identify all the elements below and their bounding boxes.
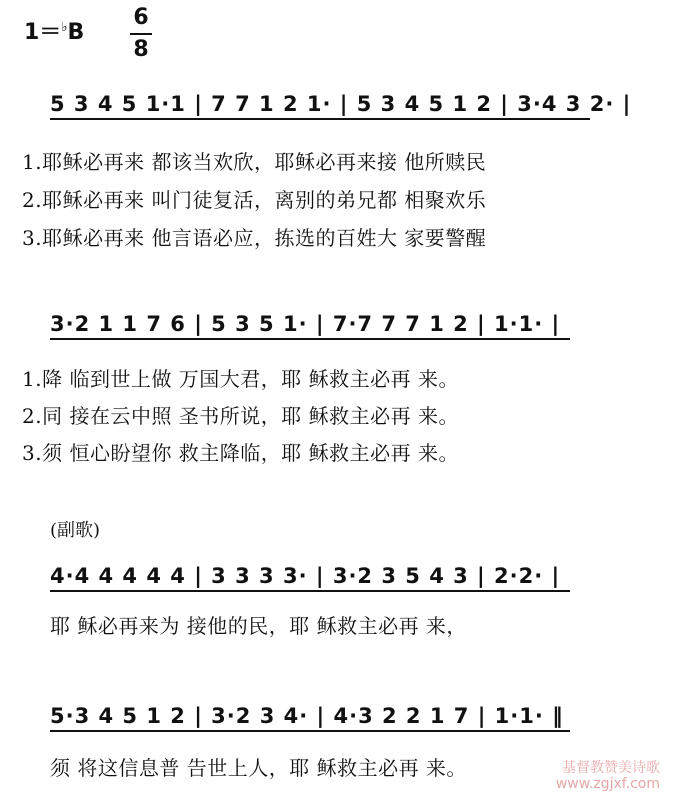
chorus-label: (副歌) xyxy=(50,520,101,541)
time-signature xyxy=(130,4,152,64)
lyric-1-2: 2.耶稣必再来 叫门徒复活，离别的弟兄都 相聚欢乐 xyxy=(22,188,487,212)
duration-underline-4 xyxy=(50,730,570,732)
key-signature xyxy=(24,15,84,46)
lyric-2-2: 2.同 接在云中照 圣书所说，耶 稣救主必再 来。 xyxy=(22,404,460,428)
duration-underline-2 xyxy=(50,338,570,340)
lyric-1-1: 1.耶稣必再来 都该当欢欣，耶稣必再来接 他所赎民 xyxy=(22,150,487,174)
lyric-2-3: 3.须 恒心盼望你 救主降临，耶 稣救主必再 来。 xyxy=(22,441,460,465)
watermark-line-1: 基督教赞美诗歌 xyxy=(562,760,660,776)
key-note: B xyxy=(67,20,85,45)
time-denominator: 8 xyxy=(133,37,149,62)
flat-sign: ♭ xyxy=(61,20,68,35)
key-prefix: 1＝ xyxy=(24,20,62,45)
notation-line-4: 5·3 4 5 1 2 | 3·2 3 4· | 4·3 2 2 1 7 | 1·1· ‖ xyxy=(50,704,564,728)
lyric-2-1: 1.降 临到世上做 万国大君，耶 稣救主必再 来。 xyxy=(22,367,460,391)
watermark-line-2: www.zgjxf.com xyxy=(555,776,660,792)
lyric-1-3: 3.耶稣必再来 他言语必应，拣选的百姓大 家要警醒 xyxy=(22,226,487,250)
duration-underline-3 xyxy=(50,590,570,592)
notation-line-3: 4·4 4 4 4 4 | 3 3 3 3· | 3·2 3 5 4 3 | 2·2· | xyxy=(50,564,561,588)
lyric-3-1: 耶 稣必再来为 接他的民，耶 稣救主必再 来， xyxy=(50,614,467,638)
notation-line-1: 5 3 4 5 1·1 | 7 7 1 2 1· | 5 3 4 5 1 2 | 3·4 3 2· | xyxy=(50,92,632,116)
time-divider xyxy=(130,33,152,35)
time-numerator: 6 xyxy=(133,5,149,30)
notation-line-2: 3·2 1 1 7 6 | 5 3 5 1· | 7·7 7 7 1 2 | 1·1· | xyxy=(50,312,561,336)
watermark xyxy=(556,760,660,792)
duration-underline-1 xyxy=(50,118,590,120)
lyric-4-1: 须 将这信息普 告世上人，耶 稣救主必再 来。 xyxy=(50,756,467,780)
